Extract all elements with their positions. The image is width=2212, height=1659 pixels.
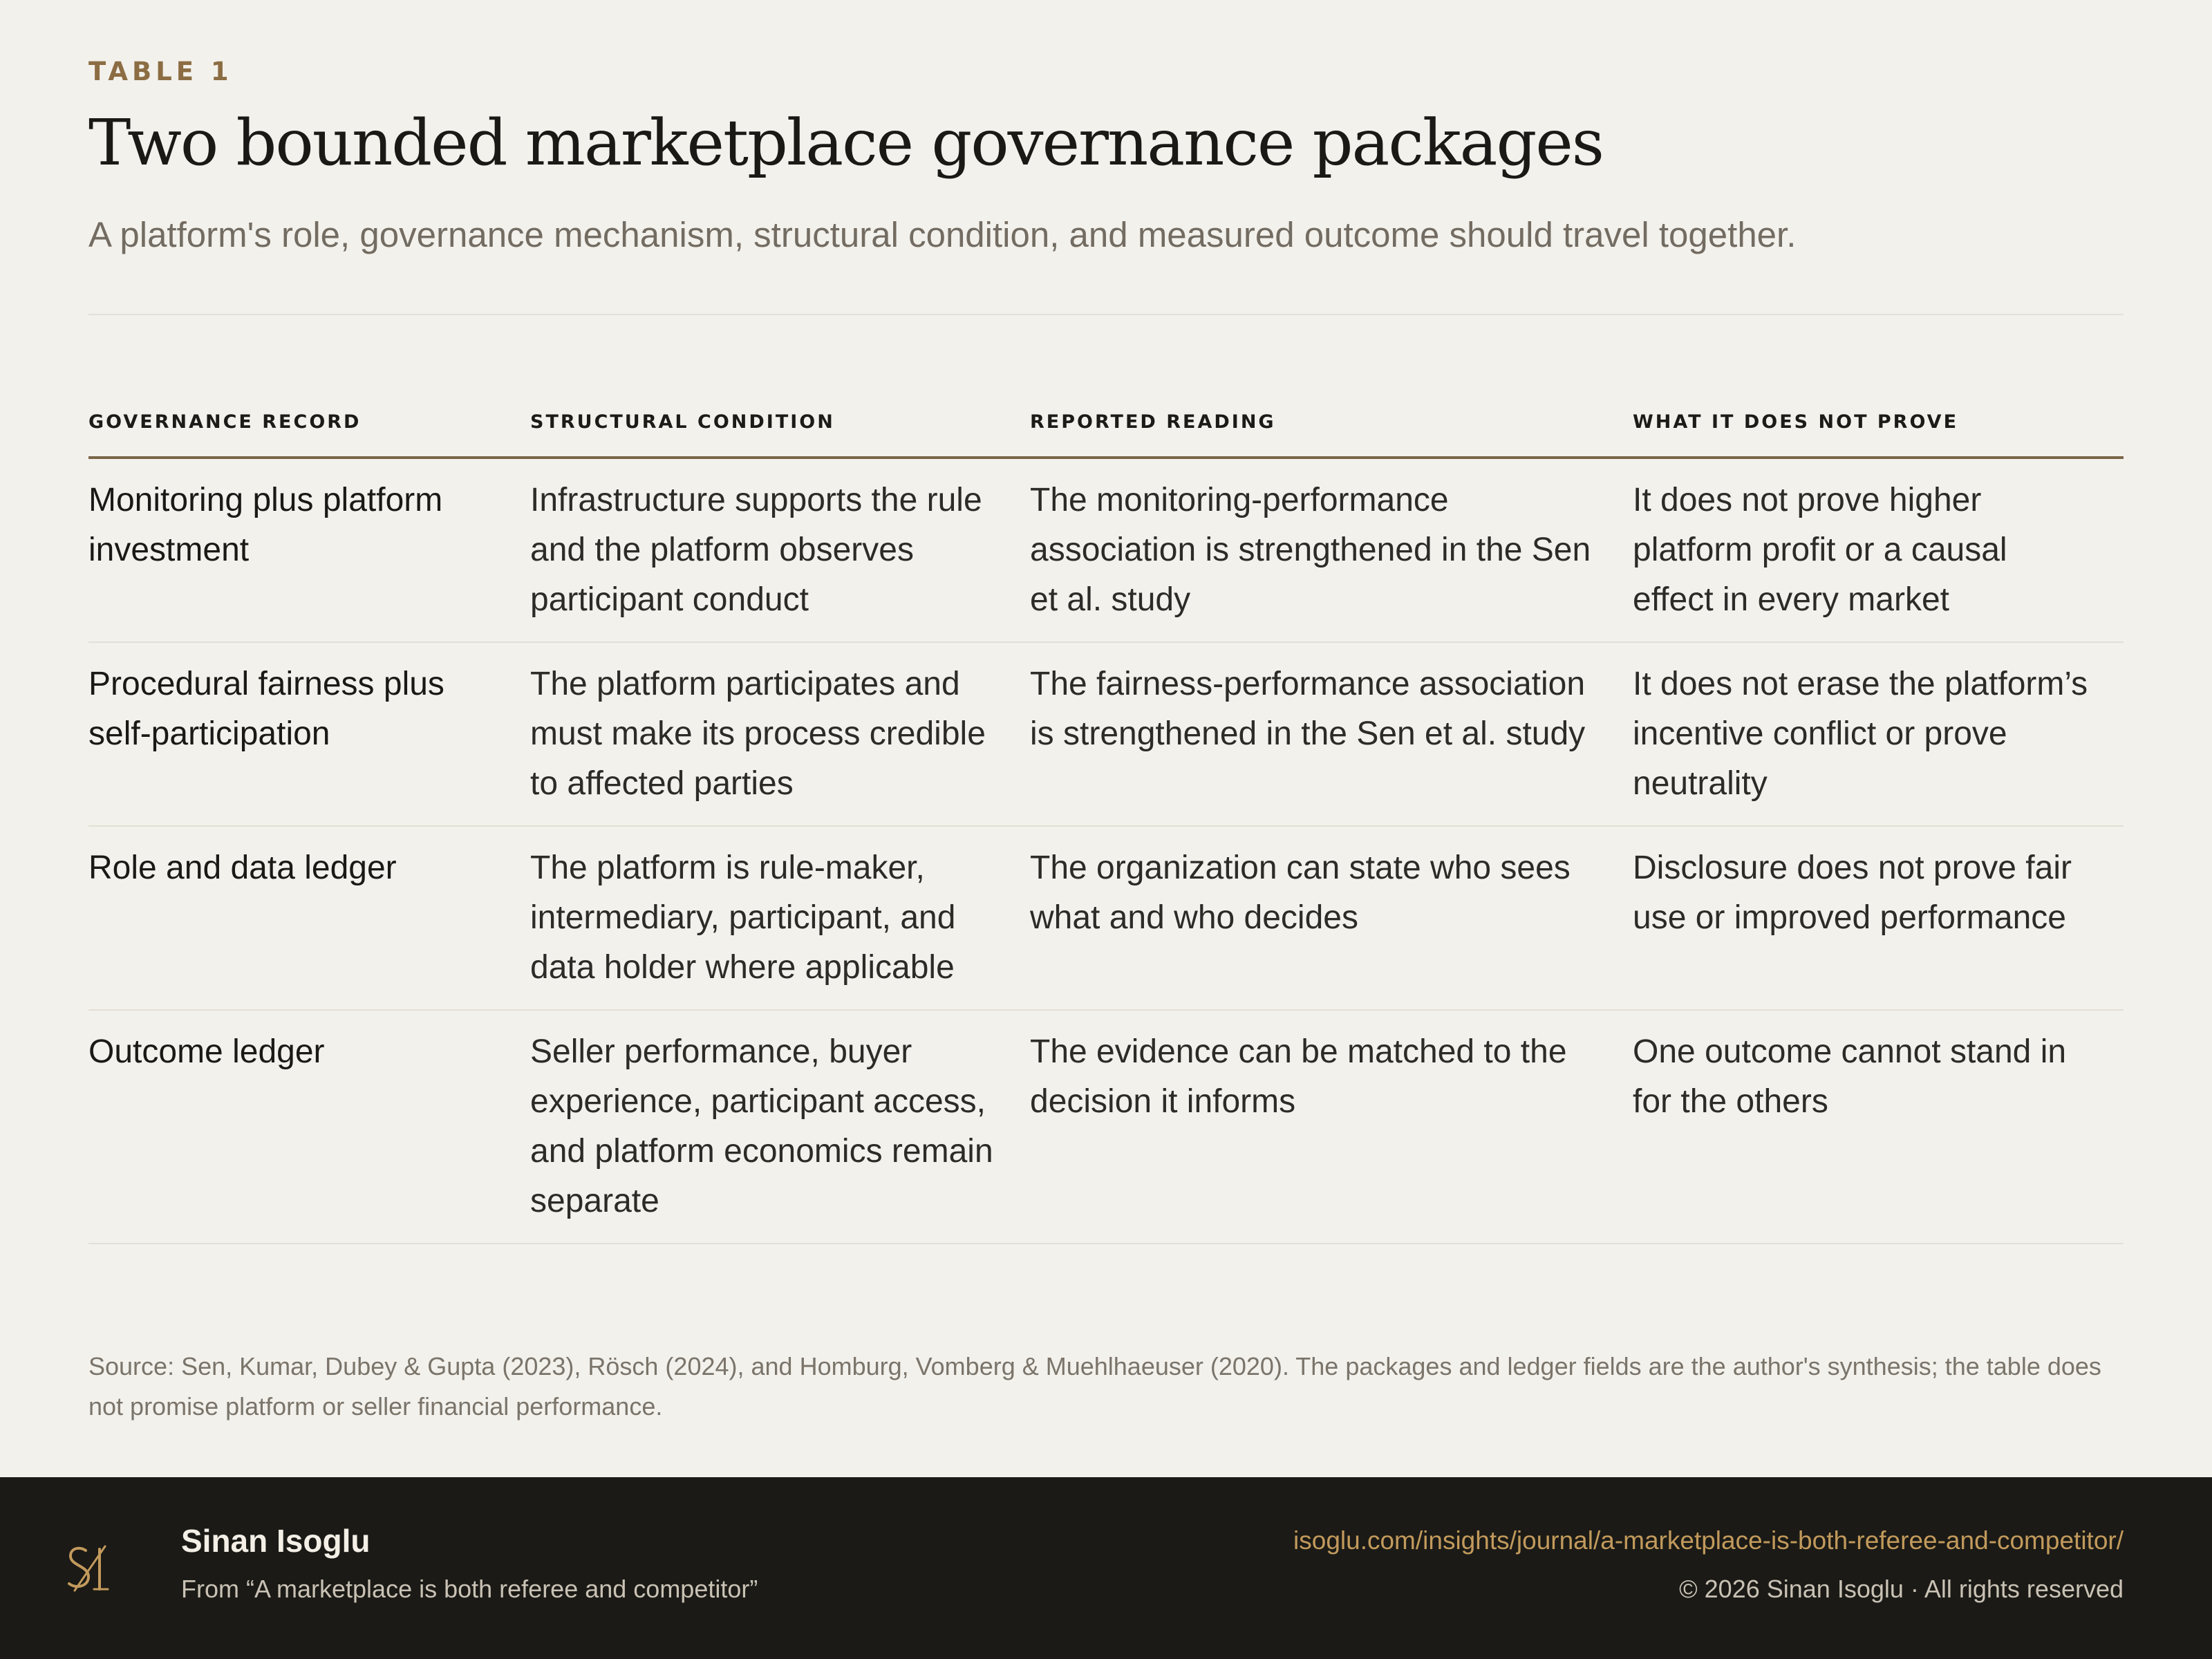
structural-condition-cell: Seller performance, buyer experience, participant access, and platform economics remain separate bbox=[530, 1010, 1030, 1244]
article-reference: From “A marketplace is both referee and competitor” bbox=[181, 1575, 758, 1603]
governance-table bbox=[88, 387, 2124, 1244]
header-divider bbox=[88, 314, 2124, 315]
does-not-prove-cell: It does not erase the platform’s incentive conflict or prove neutrality bbox=[1633, 642, 2124, 826]
table-header-row bbox=[88, 387, 2124, 458]
does-not-prove-cell: It does not prove higher platform profit or a causal effect in every market bbox=[1633, 458, 2124, 642]
governance-record-cell: Role and data ledger bbox=[88, 826, 530, 1010]
table-row bbox=[88, 458, 2124, 642]
does-not-prove-cell: Disclosure does not prove fair use or improved performance bbox=[1633, 826, 2124, 1010]
column-header-reported-reading: REPORTED READING bbox=[1030, 387, 1633, 458]
si-monogram-icon bbox=[65, 1541, 115, 1596]
reported-reading-cell: The organization can state who sees what and who decides bbox=[1030, 826, 1633, 1010]
reported-reading-cell: The fairness-performance association is strengthened in the Sen et al. study bbox=[1030, 642, 1633, 826]
page-title: Two bounded marketplace governance packages bbox=[88, 106, 1603, 180]
column-header-what-it-does-not-prove: WHAT IT DOES NOT PROVE bbox=[1633, 387, 2124, 458]
governance-record-cell: Monitoring plus platform investment bbox=[88, 458, 530, 642]
table-row bbox=[88, 1010, 2124, 1244]
governance-record-cell: Procedural fairness plus self-participation bbox=[88, 642, 530, 826]
column-header-governance-record: GOVERNANCE RECORD bbox=[88, 387, 530, 458]
footer bbox=[0, 1477, 2212, 1659]
reported-reading-cell: The monitoring-performance association is strengthened in the Sen et al. study bbox=[1030, 458, 1633, 642]
copyright-notice: © 2026 Sinan Isoglu · All rights reserved bbox=[1679, 1575, 2124, 1603]
source-note: Source: Sen, Kumar, Dubey & Gupta (2023), Rösch (2024), and Homburg, Vomberg & Muehlhaeuser (2020). The packages and ledger fields are the author's synthesis; the table does not promise platform or seller financial performance. bbox=[88, 1352, 2101, 1421]
table-row bbox=[88, 642, 2124, 826]
column-header-structural-condition: STRUCTURAL CONDITION bbox=[530, 387, 1030, 458]
does-not-prove-cell: One outcome cannot stand in for the others bbox=[1633, 1010, 2124, 1244]
reported-reading-cell: The evidence can be matched to the decision it informs bbox=[1030, 1010, 1633, 1244]
structural-condition-cell: Infrastructure supports the rule and the platform observes participant conduct bbox=[530, 458, 1030, 642]
governance-record-cell: Outcome ledger bbox=[88, 1010, 530, 1244]
structural-condition-cell: The platform is rule-maker, intermediary, participant, and data holder where applicable bbox=[530, 826, 1030, 1010]
table-row bbox=[88, 826, 2124, 1010]
structural-condition-cell: The platform participates and must make its process credible to affected parties bbox=[530, 642, 1030, 826]
author-name: Sinan Isoglu bbox=[181, 1523, 371, 1559]
article-link[interactable]: isoglu.com/insights/journal/a-marketplace-is-both-referee-and-competitor/ bbox=[1293, 1526, 2124, 1555]
page-subtitle: A platform's role, governance mechanism, structural condition, and measured outcome should travel together. bbox=[88, 215, 1797, 254]
table-label: TABLE 1 bbox=[88, 57, 233, 86]
